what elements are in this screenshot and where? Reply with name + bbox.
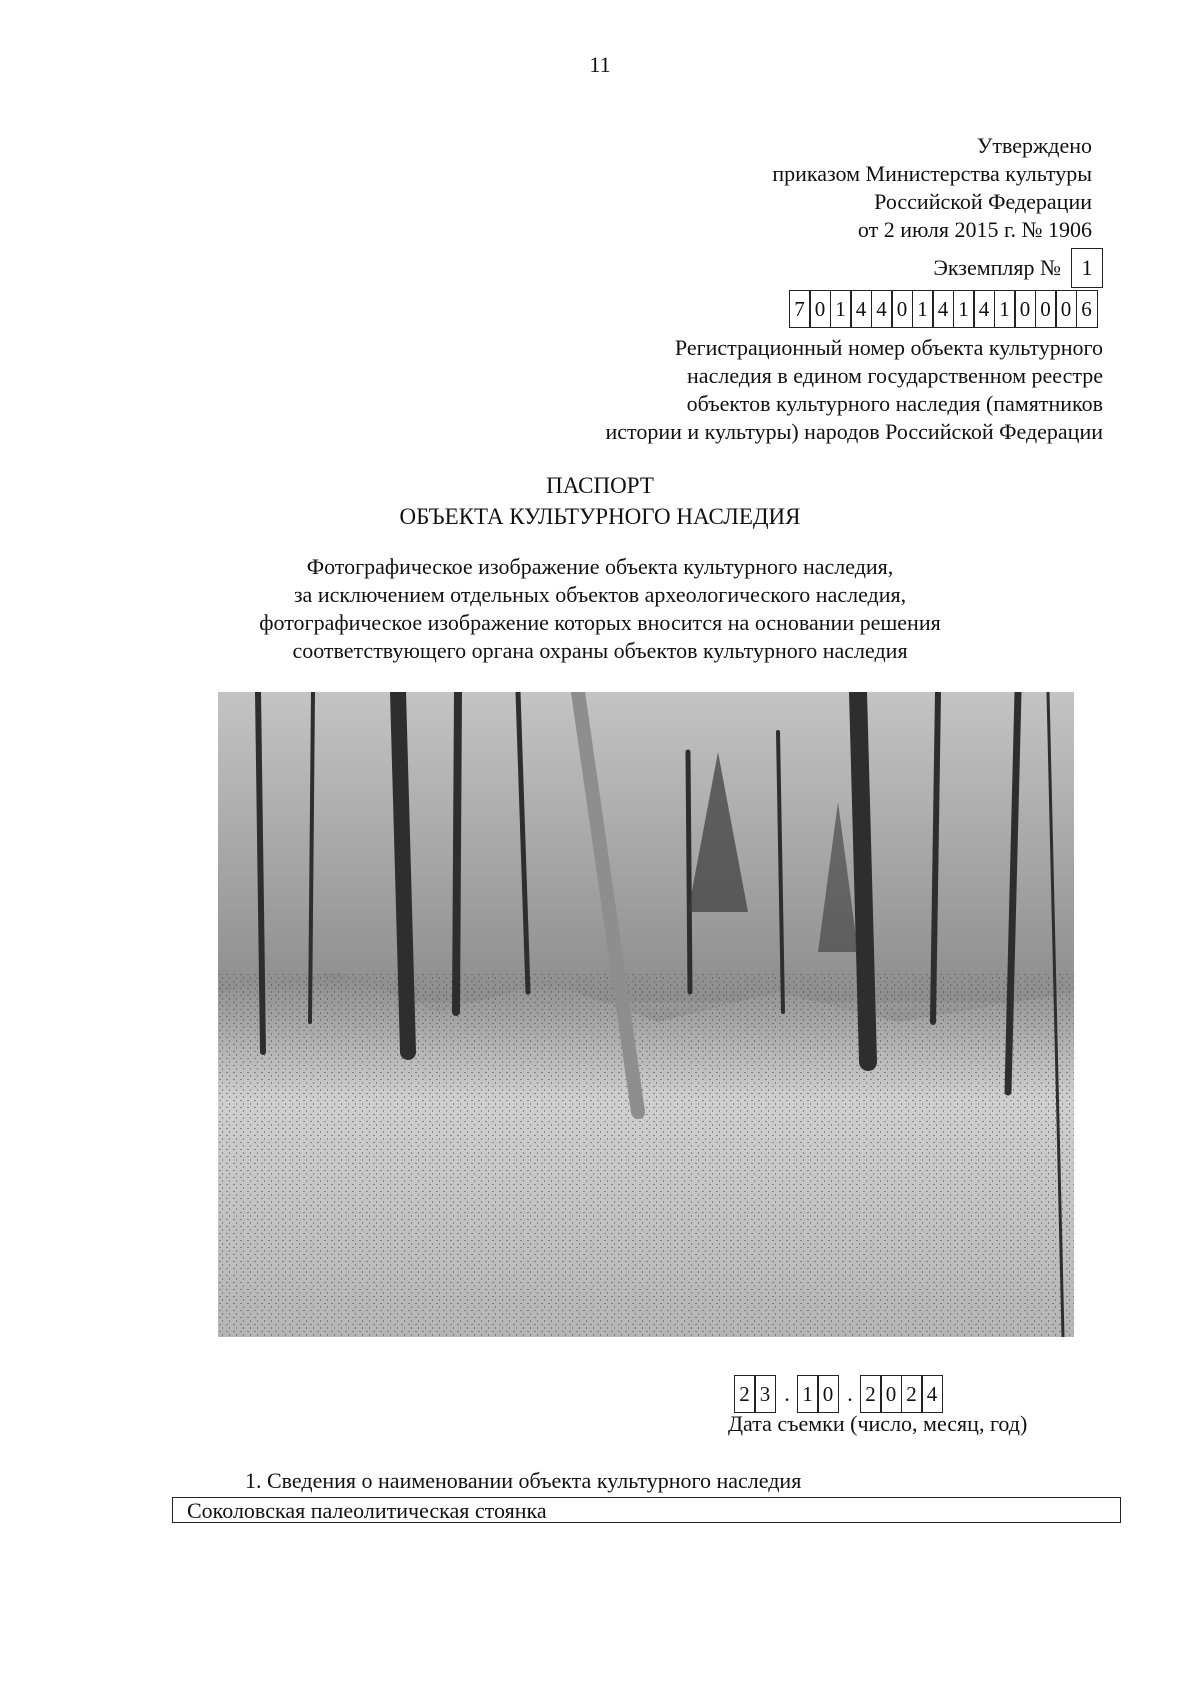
approval-line: от 2 июля 2015 г. № 1906: [857, 217, 1092, 242]
title-line-2: ОБЪЕКТА КУЛЬТУРНОГО НАСЛЕДИЯ: [399, 504, 801, 529]
reg-digit: 7: [789, 290, 811, 328]
date-digit: 2: [734, 1375, 756, 1413]
date-digit: 2: [901, 1375, 923, 1413]
date-digit: 2: [860, 1375, 882, 1413]
reg-digit: 1: [912, 290, 934, 328]
date-day: [735, 1375, 776, 1413]
reg-digit: 0: [1035, 290, 1057, 328]
approval-line: Утверждено: [976, 133, 1092, 158]
date-month: [798, 1375, 839, 1413]
title-line-1: ПАСПОРТ: [546, 473, 654, 498]
date-separator: .: [847, 1381, 853, 1406]
reg-digit: 6: [1076, 290, 1098, 328]
copy-label: Экземпляр №: [933, 255, 1061, 280]
object-name-field: Соколовская палеолитическая стоянка: [172, 1497, 1121, 1523]
date-separator: .: [784, 1381, 790, 1406]
registration-caption-line: истории и культуры) народов Российской Федерации: [605, 419, 1103, 444]
copy-number-box: 1: [1071, 248, 1103, 288]
reg-digit: 0: [809, 290, 831, 328]
photo-caption-line: фотографическое изображение которых вносится на основании решения: [259, 610, 941, 635]
reg-digit: 4: [932, 290, 954, 328]
section-1-title: 1. Сведения о наименовании объекта культурного наследия: [245, 1468, 802, 1493]
winter-forest-photo: [218, 692, 1074, 1337]
date-digit: 0: [817, 1375, 839, 1413]
photo-caption: [0, 553, 1200, 665]
date-digit: 3: [754, 1375, 776, 1413]
reg-digit: 0: [1014, 290, 1036, 328]
photo-caption-line: Фотографическое изображение объекта культурного наследия,: [306, 554, 894, 579]
date-caption: Дата съемки (число, месяц, год): [728, 1411, 1028, 1436]
reg-digit: 4: [871, 290, 893, 328]
registration-caption-line: объектов культурного наследия (памятников: [686, 391, 1103, 416]
page-number: 11: [589, 52, 611, 77]
registration-caption: [605, 334, 1103, 446]
registration-caption-line: Регистрационный номер объекта культурного: [674, 335, 1103, 360]
photo-date: [735, 1375, 943, 1413]
approval-line: приказом Министерства культуры: [772, 161, 1092, 186]
reg-digit: 1: [994, 290, 1016, 328]
reg-digit: 4: [850, 290, 872, 328]
date-year: [861, 1375, 943, 1413]
reg-digit: 1: [830, 290, 852, 328]
registration-number: [790, 290, 1098, 328]
photo-caption-line: за исключением отдельных объектов археологического наследия,: [293, 582, 907, 607]
copy-number-row: [933, 248, 1103, 288]
date-digit: 1: [797, 1375, 819, 1413]
photo-caption-line: соответствующего органа охраны объектов культурного наследия: [292, 638, 908, 663]
reg-digit: 0: [891, 290, 913, 328]
document-title: [0, 470, 1200, 532]
date-digit: 0: [880, 1375, 902, 1413]
approval-line: Российской Федерации: [874, 189, 1092, 214]
reg-digit: 1: [953, 290, 975, 328]
registration-caption-line: наследия в едином государственном реестре: [687, 363, 1103, 388]
date-digit: 4: [921, 1375, 943, 1413]
approval-block: [772, 132, 1092, 244]
reg-digit: 4: [973, 290, 995, 328]
reg-digit: 0: [1055, 290, 1077, 328]
